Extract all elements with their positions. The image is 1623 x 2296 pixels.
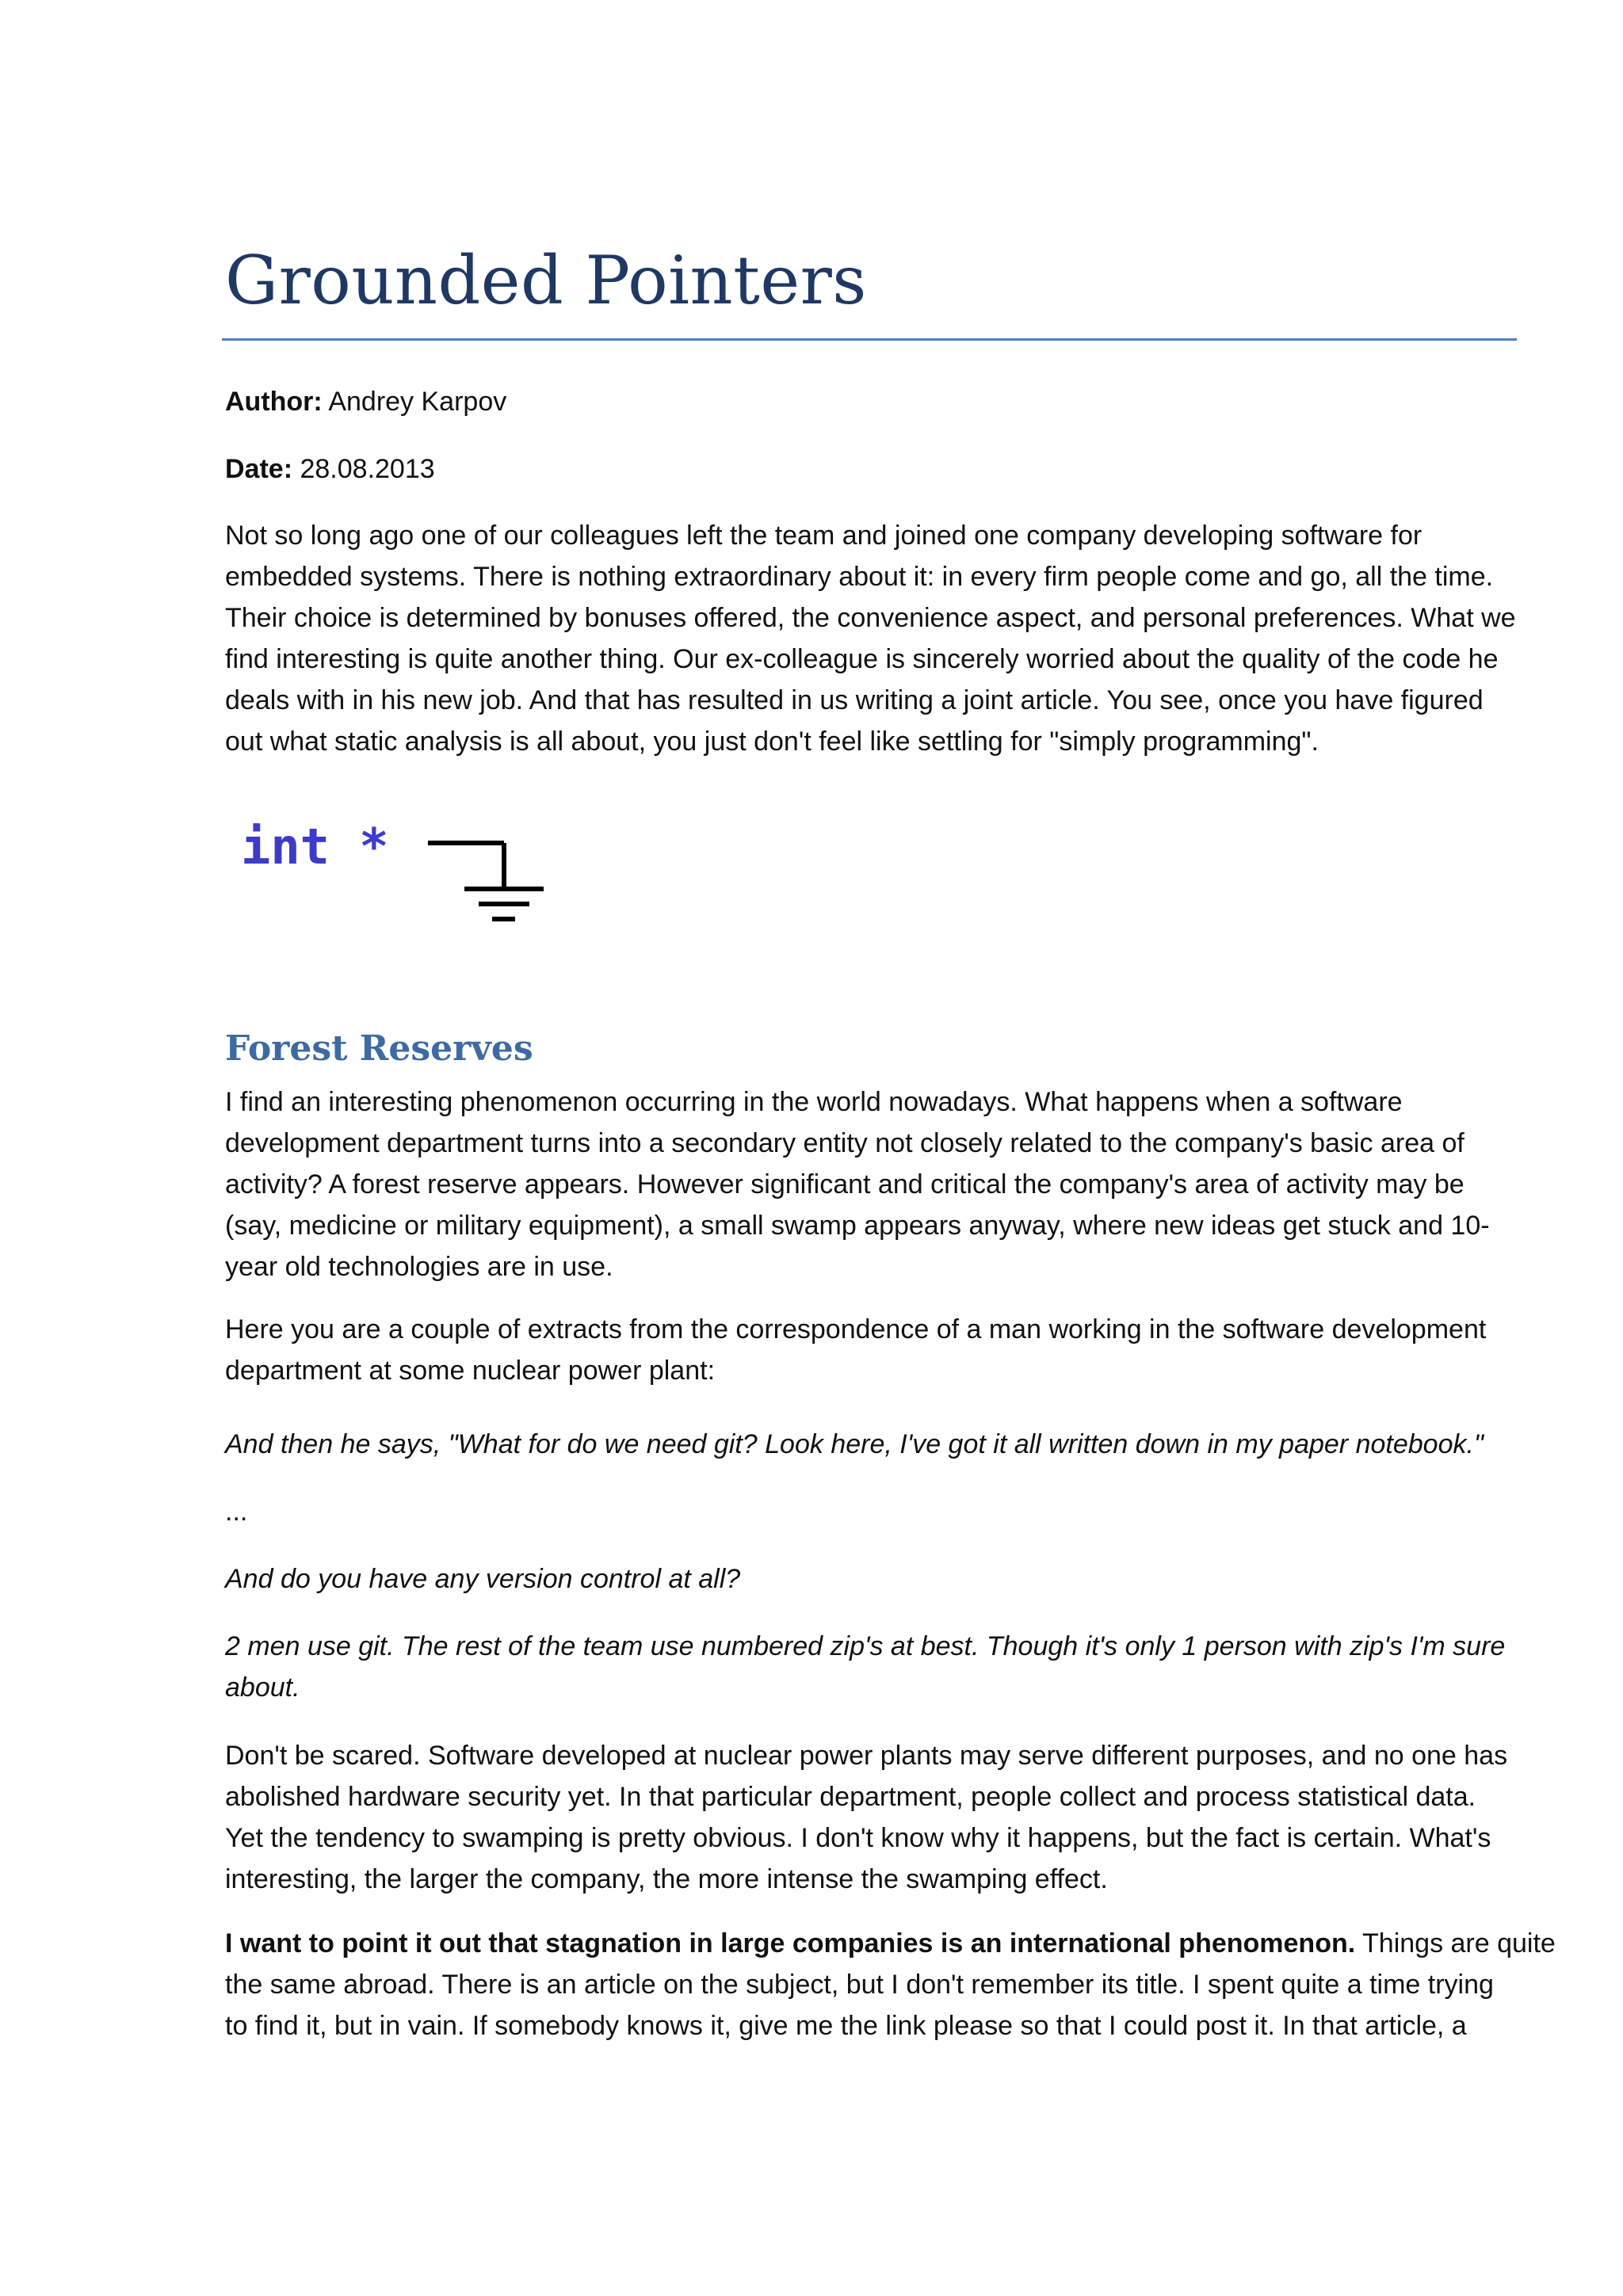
intro-line: Their choice is determined by bonuses offered, the convenience aspect, and personal preferences. What we — [225, 603, 1516, 633]
intro-paragraph — [225, 515, 1525, 762]
paragraph-line: I find an interesting phenomenon occurring in the world nowadays. What happens when a software — [225, 1087, 1403, 1117]
quote-git-notebook — [225, 1424, 1525, 1465]
quote-zip-files — [225, 1626, 1525, 1708]
grounded-pointer-figure — [225, 800, 566, 959]
intro-line: Not so long ago one of our colleagues left the team and joined one company developing software for — [225, 521, 1423, 551]
paragraph-line: (say, medicine or military equipment), a small swamp appears anyway, where new ideas get stuck and 10- — [225, 1211, 1490, 1241]
page-title: Grounded Pointers — [225, 242, 867, 319]
paragraph-line: to find it, but in vain. If somebody knows it, give me the link please so that I could post it. In that article, a — [225, 2011, 1467, 2041]
paragraph-line: Yet the tendency to swamping is pretty obvious. I don't know why it happens, but the fact is certain. What's — [225, 1823, 1491, 1853]
paragraph-line: Here you are a couple of extracts from the correspondence of a man working in the software development — [225, 1314, 1487, 1344]
quote-version-control — [225, 1558, 1525, 1600]
author-name: Andrey Karpov — [328, 387, 507, 417]
code-text: int * — [241, 818, 389, 875]
intro-line: deals with in his new job. And that has resulted in us writing a joint article. You see, once you have figured — [225, 685, 1484, 715]
title-underline — [222, 338, 1517, 341]
author-label: Author: — [225, 387, 323, 417]
paragraph-line: the same abroad. There is an article on the subject, but I don't remember its title. I spent quite a time trying — [225, 1970, 1494, 2000]
paragraph-line: activity? A forest reserve appears. However significant and critical the company's area of activity may be — [225, 1169, 1465, 1199]
intro-line: embedded systems. There is nothing extraordinary about it: in every firm people come and go, all the time. — [225, 562, 1494, 592]
section-paragraph-4 — [225, 1923, 1556, 2046]
paragraph-line: development department turns into a secondary entity not closely related to the company's basic area of — [225, 1128, 1465, 1158]
quote-line: 2 men use git. The rest of the team use numbered zip's at best. Though it's only 1 person with zip's I'm sure — [225, 1631, 1506, 1661]
date-label: Date: — [225, 454, 293, 484]
paragraph-text: Things are quite — [1355, 1928, 1556, 1958]
intro-line: out what static analysis is all about, you just don't feel like settling for "simply programming". — [225, 727, 1319, 757]
quote-line: And then he says, "What for do we need git? Look here, I've got it all written down in my paper notebook." — [225, 1429, 1484, 1459]
quote-line: And do you have any version control at all? — [225, 1564, 741, 1594]
electrical-ground-icon — [428, 843, 544, 919]
date-value: 28.08.2013 — [300, 454, 435, 484]
ellipsis — [225, 1491, 1525, 1532]
section-paragraph-2 — [225, 1309, 1525, 1391]
emphasis-text: I want to point it out that stagnation in large companies is an international phenomenon. — [225, 1928, 1356, 1958]
date-line — [225, 456, 435, 482]
intro-line: find interesting is quite another thing. Our ex-colleague is sincerely worried about the quality of the code he — [225, 644, 1499, 674]
paragraph-line — [225, 1923, 1556, 1964]
paragraph-line: year old technologies are in use. — [225, 1252, 613, 1282]
section-heading: Forest Reserves — [225, 1028, 533, 1069]
section-paragraph-1 — [225, 1081, 1525, 1287]
paragraph-line: interesting, the larger the company, the more intense the swamping effect. — [225, 1864, 1108, 1894]
paragraph-line: department at some nuclear power plant: — [225, 1356, 716, 1386]
ellipsis-text: ... — [225, 1497, 248, 1527]
paragraph-line: abolished hardware security yet. In that particular department, people collect and process statistical data. — [225, 1782, 1476, 1812]
paragraph-line: Don't be scared. Software developed at nuclear power plants may serve different purposes, and no one has — [225, 1741, 1508, 1771]
quote-line: about. — [225, 1672, 300, 1703]
author-line — [225, 388, 506, 415]
section-paragraph-3 — [225, 1735, 1525, 1900]
